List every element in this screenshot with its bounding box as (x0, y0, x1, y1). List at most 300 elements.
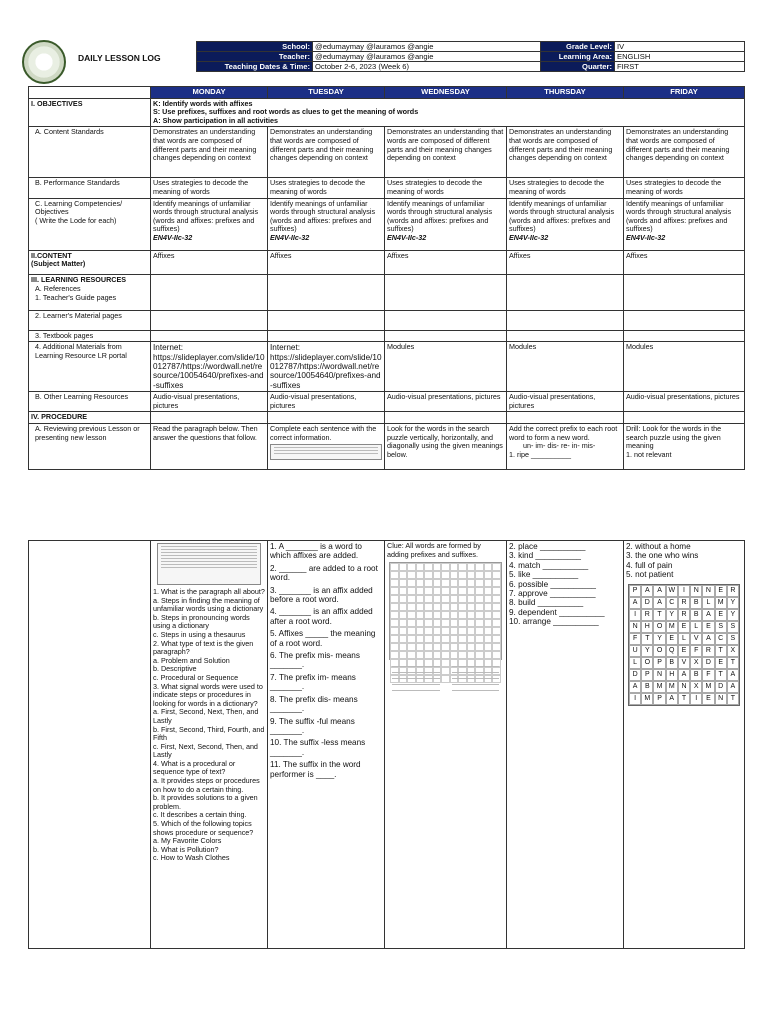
procedure-monday (151, 412, 268, 424)
puzzle-cell (441, 627, 450, 635)
puzzle-letter: E (702, 693, 714, 705)
performance-standards-thursday: Uses strategies to decode the meaning of words (507, 178, 624, 198)
puzzle-letter: B (666, 657, 678, 669)
page-title: DAILY LESSON LOG (78, 53, 161, 63)
puzzle-letter: T (715, 645, 727, 657)
tuesday-item: 11. The suffix in the word performer is ____. (270, 760, 361, 779)
puzzle-letter: M (666, 681, 678, 693)
puzzle-cell (450, 603, 459, 611)
puzzle-cell (467, 619, 476, 627)
procedure-wednesday (385, 412, 507, 424)
puzzle-letter: C (666, 597, 678, 609)
puzzle-cell (433, 643, 442, 651)
competency-text: Identify meanings of unfamiliar words through structural analysis (words and affixes: prefixes and suffixes) (509, 198, 615, 234)
competencies-label: C. Learning Competencies/ Objectives ( Write the Lode for each) (29, 198, 151, 250)
teacher-label: Teacher: (197, 52, 313, 62)
puzzle-letter: T (727, 657, 739, 669)
friday-item: 4. full of pain (626, 560, 673, 570)
paragraph-line (161, 546, 257, 547)
puzzle-cell (424, 667, 433, 675)
puzzle-cell (484, 635, 493, 643)
additional-materials-label: 4. Additional Materials from Learning Resource LR portal (29, 342, 151, 392)
puzzle-letter: S (727, 633, 739, 645)
puzzle-cell (458, 571, 467, 579)
puzzle-letter: C (715, 633, 727, 645)
additional-materials-friday: Modules (624, 342, 745, 392)
paragraph-line (161, 561, 257, 562)
puzzle-letter: N (690, 585, 702, 597)
puzzle-letter: F (690, 645, 702, 657)
puzzle-letter: D (715, 681, 727, 693)
additional-materials-thursday: Modules (507, 342, 624, 392)
day-header-wednesday: WEDNESDAY (385, 87, 507, 99)
reviewing-label: A. Reviewing previous Lesson or presenting new lesson (29, 423, 151, 469)
monday-questions (153, 588, 265, 863)
performance-standards-monday: Uses strategies to decode the meaning of words (151, 178, 268, 198)
performance-standards-tuesday: Uses strategies to decode the meaning of words (268, 178, 385, 198)
puzzle-cell (441, 611, 450, 619)
puzzle-cell (399, 651, 408, 659)
other-resources-label: B. Other Learning Resources (29, 392, 151, 412)
question-line: b. What is Pollution? (153, 844, 219, 854)
puzzle-letter: E (666, 633, 678, 645)
puzzle-cell (484, 587, 493, 595)
puzzle-cell (450, 611, 459, 619)
monday-continuation (151, 541, 268, 949)
content-monday: Affixes (151, 250, 268, 274)
puzzle-cell (407, 587, 416, 595)
puzzle-letter: B (641, 681, 653, 693)
puzzle-cell (407, 651, 416, 659)
puzzle-letter: B (690, 609, 702, 621)
puzzle-letter: N (629, 621, 641, 633)
puzzle-cell (492, 571, 501, 579)
resources-tuesday (268, 274, 385, 310)
puzzle-cell (450, 675, 459, 683)
paragraph-line (161, 564, 257, 565)
learners-material-monday (151, 310, 268, 330)
puzzle-cell (475, 611, 484, 619)
puzzle-letter: Y (653, 633, 665, 645)
puzzle-cell (441, 563, 450, 571)
puzzle-letter: H (666, 669, 678, 681)
dates-value: October 2-6, 2023 (Week 6) (313, 62, 541, 72)
puzzle-cell (475, 667, 484, 675)
content-thursday: Affixes (507, 250, 624, 274)
resources-wednesday (385, 274, 507, 310)
puzzle-letter: A (629, 681, 641, 693)
corner-cell (29, 87, 151, 99)
puzzle-cell (475, 571, 484, 579)
puzzle-cell (492, 579, 501, 587)
puzzle-cell (424, 563, 433, 571)
puzzle-cell (450, 587, 459, 595)
thursday-item: 5. like __________ (509, 570, 579, 580)
question-line: b. Descriptive (153, 664, 197, 674)
puzzle-cell (450, 635, 459, 643)
tuesday-item: 1. A _______ is a word to which affixes are added. (270, 542, 362, 561)
textbook-tuesday (268, 330, 385, 342)
learners-material-label: 2. Learner's Material pages (29, 310, 151, 330)
puzzle-cell (416, 571, 425, 579)
puzzle-letter: S (715, 621, 727, 633)
objective-a: A: Show participation in all activities (153, 115, 279, 125)
content-friday: Affixes (624, 250, 745, 274)
learners-material-thursday (507, 310, 624, 330)
quarter-value: FIRST (615, 62, 745, 72)
puzzle-cell (424, 595, 433, 603)
objective-s: S: Use prefixes, suffixes and root words as clues to get the meaning of words (153, 107, 419, 117)
procedure-label: IV. PROCEDURE (29, 412, 151, 424)
question-line: a. First, Second, Next, Then, and Lastly (153, 707, 259, 725)
puzzle-letter: N (653, 669, 665, 681)
puzzle-letter: O (653, 645, 665, 657)
word-box-line (274, 447, 378, 448)
puzzle-cell (450, 595, 459, 603)
puzzle-cell (407, 579, 416, 587)
friday-item: 5. not patient (626, 570, 674, 580)
competency-text: Identify meanings of unfamiliar words through structural analysis (words and affixes: prefixes and suffixes) (153, 198, 259, 234)
puzzle-cell (467, 571, 476, 579)
puzzle-cell (407, 603, 416, 611)
school-value: @edumaymay @lauramos @angie (313, 42, 541, 52)
puzzle-cell (416, 635, 425, 643)
puzzle-letter: U (629, 645, 641, 657)
puzzle-letter: E (715, 585, 727, 597)
references-label: A. References (35, 284, 81, 294)
search-puzzle-image (389, 562, 502, 660)
puzzle-cell (484, 651, 493, 659)
question-line: c. Procedural or Sequence (153, 672, 239, 682)
puzzle-cell (475, 619, 484, 627)
puzzle-cell (441, 659, 450, 667)
question-line: a. Problem and Solution (153, 655, 230, 665)
content-standards-tuesday: Demonstrates an understanding that words are composed of different parts and their meaning changes depending on context (268, 127, 385, 178)
thursday-items (509, 542, 621, 627)
procedure-tuesday (268, 412, 385, 424)
lesson-log-table (28, 86, 745, 470)
puzzle-cell (390, 563, 399, 571)
competency-code: EN4V-IIc-32 (153, 232, 193, 242)
puzzle-cell (433, 611, 442, 619)
puzzle-letter: E (715, 657, 727, 669)
content-standards-thursday: Demonstrates an understanding that words are composed of different parts and their meaning changes depending on context (507, 127, 624, 178)
word-box-image (270, 444, 382, 460)
deped-seal-logo (22, 40, 66, 84)
reviewing-tuesday (268, 423, 385, 469)
puzzle-cell (390, 627, 399, 635)
tuesday-item: 2. ______ are added to a root word. (270, 563, 378, 583)
tuesday-item: 9. The suffix -ful means _______. (270, 716, 355, 735)
paragraph-line (161, 552, 257, 553)
learners-material-tuesday (268, 310, 385, 330)
competencies-friday (624, 198, 745, 250)
puzzle-cell (450, 619, 459, 627)
tuesday-continuation (268, 541, 385, 949)
puzzle-cell (407, 635, 416, 643)
puzzle-cell (467, 595, 476, 603)
textbook-monday (151, 330, 268, 342)
resources-label-cell (29, 274, 151, 310)
puzzle-cell (467, 675, 476, 683)
thursday-item: 4. match __________ (509, 560, 589, 570)
word-box-line (274, 453, 378, 454)
puzzle-letter: R (678, 597, 690, 609)
other-resources-friday: Audio-visual presentations, pictures (624, 392, 745, 412)
puzzle-cell (450, 571, 459, 579)
puzzle-cell (433, 587, 442, 595)
puzzle-letter: I (629, 693, 641, 705)
puzzle-cell (484, 627, 493, 635)
puzzle-cell (433, 563, 442, 571)
teachers-guide-label: 1. Teacher's Guide pages (35, 292, 117, 302)
puzzle-letter: X (727, 645, 739, 657)
puzzle-cell (424, 651, 433, 659)
puzzle-cell (416, 619, 425, 627)
competency-code: EN4V-IIc-32 (626, 232, 666, 242)
puzzle-letter: E (715, 609, 727, 621)
puzzle-cell (484, 619, 493, 627)
puzzle-letter: T (727, 693, 739, 705)
question-line: c. It describes a certain thing. (153, 810, 247, 820)
meaning-line (452, 678, 500, 679)
puzzle-letter: R (641, 609, 653, 621)
procedure-thursday (507, 412, 624, 424)
meaning-line (452, 666, 500, 667)
puzzle-cell (467, 627, 476, 635)
puzzle-cell (390, 651, 399, 659)
puzzle-letter: L (678, 633, 690, 645)
textbook-thursday (507, 330, 624, 342)
puzzle-cell (433, 627, 442, 635)
puzzle-cell (492, 635, 501, 643)
puzzle-cell (475, 643, 484, 651)
puzzle-cell (424, 611, 433, 619)
tuesday-item: 6. The prefix mis- means _______. (270, 651, 360, 670)
puzzle-cell (467, 611, 476, 619)
puzzle-cell (441, 667, 450, 675)
puzzle-letter: V (678, 657, 690, 669)
puzzle-cell (390, 611, 399, 619)
puzzle-cell (407, 611, 416, 619)
puzzle-letter: E (702, 621, 714, 633)
reviewing-wednesday: Look for the words in the search puzzle vertically, horizontally, and diagonally using the given meanings below. (385, 423, 507, 469)
competencies-tuesday (268, 198, 385, 250)
thursday-item: 10. arrange __________ (509, 617, 599, 627)
puzzle-cell (416, 627, 425, 635)
objectives-label: I. OBJECTIVES (29, 98, 151, 127)
puzzle-cell (399, 627, 408, 635)
puzzle-letter: S (727, 621, 739, 633)
puzzle-letter: A (629, 597, 641, 609)
puzzle-cell (390, 643, 399, 651)
puzzle-cell (484, 675, 493, 683)
tuesday-item: 3. _______ is an affix added before a root word. (270, 585, 373, 605)
puzzle-letter: F (629, 633, 641, 645)
puzzle-cell (484, 563, 493, 571)
puzzle-letter: T (641, 633, 653, 645)
puzzle-cell (416, 603, 425, 611)
puzzle-cell (492, 627, 501, 635)
reviewing-tuesday-text: Complete each sentence with the correct information. (270, 423, 377, 442)
puzzle-cell (399, 579, 408, 587)
puzzle-letter: R (727, 585, 739, 597)
puzzle-cell (458, 667, 467, 675)
puzzle-letter: Y (666, 609, 678, 621)
puzzle-cell (441, 619, 450, 627)
puzzle-letter: T (678, 693, 690, 705)
puzzle-cell (399, 643, 408, 651)
textbook-wednesday (385, 330, 507, 342)
puzzle-cell (433, 579, 442, 587)
puzzle-cell (467, 563, 476, 571)
puzzle-letter: F (702, 669, 714, 681)
puzzle-cell (467, 603, 476, 611)
puzzle-cell (492, 619, 501, 627)
teacher-value: @edumaymay @lauramos @angie (313, 52, 541, 62)
friday-items (626, 542, 742, 580)
puzzle-letter: V (690, 633, 702, 645)
puzzle-cell (458, 563, 467, 571)
meaning-line (392, 678, 440, 679)
puzzle-cell (399, 563, 408, 571)
day-header-friday: FRIDAY (624, 87, 745, 99)
puzzle-letter: L (629, 657, 641, 669)
puzzle-letter: D (641, 597, 653, 609)
reviewing-friday-text: Drill: Look for the words in the search puzzle using the given meaning (626, 423, 722, 451)
puzzle-cell (458, 595, 467, 603)
day-header-monday: MONDAY (151, 87, 268, 99)
other-resources-tuesday: Audio-visual presentations, pictures (268, 392, 385, 412)
puzzle-cell (467, 651, 476, 659)
question-line: 3. What signal words were used to indicate steps or procedures in looking for words in a dictionary? (153, 681, 263, 708)
puzzle-cell (407, 595, 416, 603)
puzzle-cell (458, 635, 467, 643)
friday-item: 3. the one who wins (626, 551, 699, 561)
puzzle-cell (416, 611, 425, 619)
question-line: 5. Which of the following topics shows procedure or sequence? (153, 819, 254, 837)
puzzle-cell (407, 675, 416, 683)
paragraph-line (161, 549, 257, 550)
puzzle-cell (441, 603, 450, 611)
puzzle-cell (390, 587, 399, 595)
puzzle-cell (475, 563, 484, 571)
competencies-wednesday (385, 198, 507, 250)
puzzle-cell (390, 667, 399, 675)
puzzle-cell (399, 667, 408, 675)
puzzle-cell (492, 563, 501, 571)
puzzle-cell (424, 675, 433, 683)
puzzle-cell (484, 667, 493, 675)
puzzle-cell (399, 675, 408, 683)
puzzle-cell (492, 667, 501, 675)
reviewing-friday (624, 423, 745, 469)
objective-k: K: Identify words with affixes (153, 98, 253, 108)
puzzle-letter: I (629, 609, 641, 621)
puzzle-letter: N (678, 681, 690, 693)
question-line: a. It provides steps or procedures on how to do a certain thing. (153, 776, 260, 794)
header-info-table (196, 41, 745, 72)
meaning-line (392, 666, 440, 667)
other-resources-thursday: Audio-visual presentations, pictures (507, 392, 624, 412)
puzzle-letter: A (678, 669, 690, 681)
puzzle-cell (458, 579, 467, 587)
resources-friday (624, 274, 745, 310)
puzzle-cell (433, 571, 442, 579)
puzzle-letter: D (702, 657, 714, 669)
puzzle-letter: W (666, 585, 678, 597)
reviewing-monday: Read the paragraph below. Then answer the questions that follow. (151, 423, 268, 469)
puzzle-cell (424, 635, 433, 643)
puzzle-cell (484, 643, 493, 651)
puzzle-cell (492, 675, 501, 683)
puzzle-cell (450, 563, 459, 571)
puzzle-cell (399, 595, 408, 603)
objectives-cell (151, 98, 745, 127)
wednesday-continuation (385, 541, 507, 949)
meaning-line (452, 690, 500, 691)
puzzle-cell (424, 587, 433, 595)
puzzle-cell (484, 595, 493, 603)
puzzle-cell (441, 571, 450, 579)
additional-materials-monday: Internet: https://slideplayer.com/slide/10012787/https://wordwall.net/resource/10054640/prefixes-and-suffixes (151, 342, 268, 392)
thursday-item: 7. approve __________ (509, 589, 596, 599)
puzzle-cell (390, 603, 399, 611)
puzzle-letter: I (678, 585, 690, 597)
puzzle-cell (441, 651, 450, 659)
friday-continuation (624, 541, 745, 949)
puzzle-letter: A (666, 693, 678, 705)
puzzle-letter: R (702, 645, 714, 657)
puzzle-letter: B (690, 669, 702, 681)
quarter-label: Quarter: (541, 62, 615, 72)
paragraph-image (157, 543, 261, 585)
additional-materials-tuesday: Internet: https://slideplayer.com/slide/10012787/https://wordwall.net/resource/10054640/prefixes-and-suffixes (268, 342, 385, 392)
puzzle-cell (407, 627, 416, 635)
puzzle-cell (467, 579, 476, 587)
puzzle-cell (416, 595, 425, 603)
question-line: b. It provides solutions to a given problem. (153, 793, 258, 811)
puzzle-cell (475, 627, 484, 635)
meaning-line (392, 672, 440, 673)
puzzle-letter: A (727, 669, 739, 681)
puzzle-cell (433, 651, 442, 659)
puzzle-letter: O (653, 621, 665, 633)
puzzle-cell (416, 667, 425, 675)
friday-item-1: 1. not relevant (626, 449, 672, 459)
meaning-line (452, 672, 500, 673)
puzzle-letter: M (641, 693, 653, 705)
content-standards-friday: Demonstrates an understanding that words are composed of different parts and their meaning changes depending on context (624, 127, 745, 178)
puzzle-letter: Y (727, 597, 739, 609)
puzzle-letter: A (702, 609, 714, 621)
puzzle-cell (450, 667, 459, 675)
puzzle-cell (399, 603, 408, 611)
puzzle-cell (475, 635, 484, 643)
puzzle-cell (424, 571, 433, 579)
question-line: 2. What type of text is the given paragraph? (153, 638, 254, 657)
puzzle-cell (475, 587, 484, 595)
puzzle-cell (458, 651, 467, 659)
grade-level-label: Grade Level: (541, 42, 615, 52)
content-wednesday: Affixes (385, 250, 507, 274)
thursday-item: 3. kind __________ (509, 551, 581, 561)
word-search-puzzle (628, 584, 740, 706)
puzzle-cell (467, 643, 476, 651)
puzzle-cell (492, 651, 501, 659)
puzzle-cell (407, 563, 416, 571)
question-line: 4. What is a procedural or sequence type of text? (153, 758, 236, 777)
